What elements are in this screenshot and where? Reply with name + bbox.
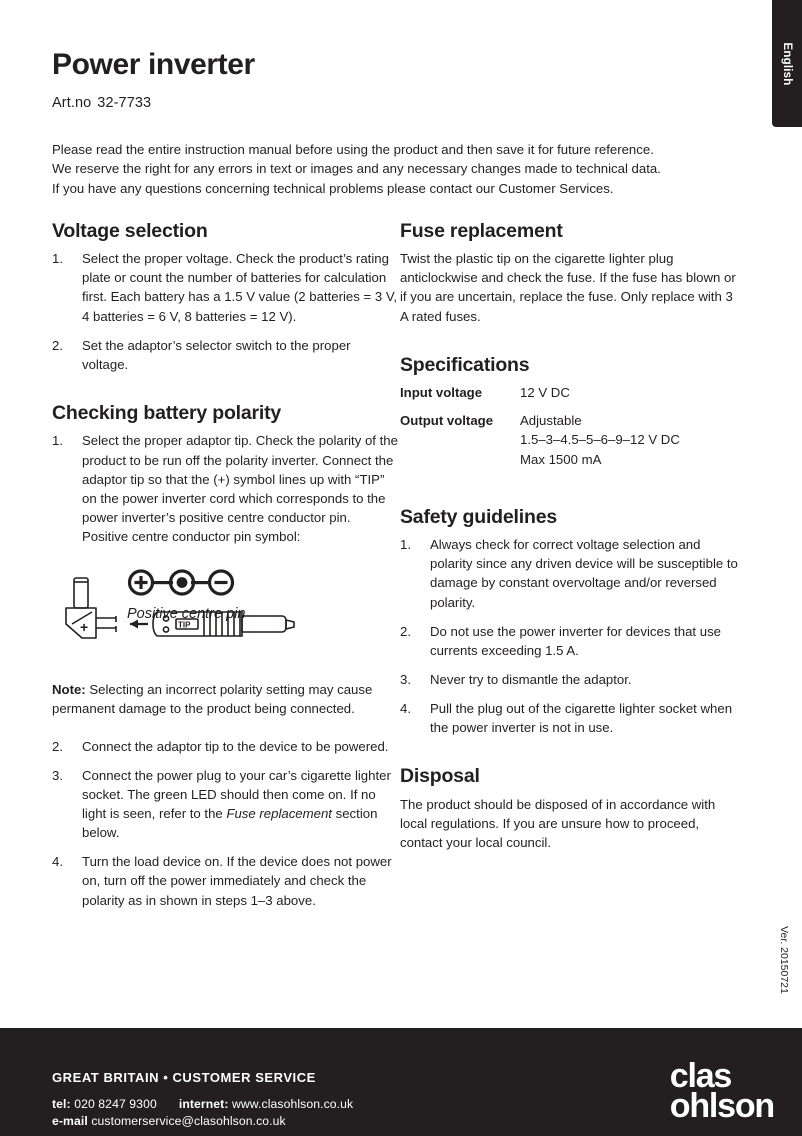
list-item bbox=[52, 431, 400, 546]
note-label: Note: bbox=[52, 682, 86, 698]
list-item-text: Do not use the power inverter for devices that use currents exceeding 1.5 A. bbox=[430, 623, 722, 658]
polarity-note bbox=[52, 680, 400, 718]
language-tab-label: English bbox=[781, 42, 793, 85]
intro-line-1: Please read the entire instruction manual before using the product and then save it for future reference. bbox=[52, 142, 654, 157]
list-item-number: 2. bbox=[52, 738, 63, 754]
list-item bbox=[52, 737, 400, 756]
version-label bbox=[774, 905, 794, 1015]
clas-ohlson-logo bbox=[669, 1057, 774, 1125]
list-item bbox=[400, 535, 742, 612]
list-item-text-b: section below. bbox=[82, 805, 378, 841]
diagram-svg bbox=[52, 562, 382, 662]
fuse-replacement-text: Twist the plastic tip on the cigarette lighter plug anticlockwise and check the fuse. If the fuse has blown or if you are uncertain, replace the fuse. Only replace with 3 A rated fuses. bbox=[400, 251, 736, 324]
safety-guidelines-list bbox=[400, 535, 742, 737]
polarity-symbol-icon bbox=[130, 571, 233, 594]
footer-internet-label: internet: bbox=[178, 1097, 229, 1111]
positive-centre-pin-diagram bbox=[52, 562, 382, 662]
page-title: Power inverter bbox=[52, 48, 255, 81]
list-item-number: 1. bbox=[52, 433, 63, 449]
section-heading-fuse-replacement: Fuse replacement bbox=[400, 219, 563, 242]
section-heading-safety-guidelines: Safety guidelines bbox=[400, 505, 557, 528]
specifications-table bbox=[400, 383, 742, 478]
footer-contact-block bbox=[52, 1070, 353, 1131]
adaptor-tip-icon bbox=[66, 578, 116, 638]
spec-value bbox=[516, 411, 742, 477]
list-item-text: Never try to dismantle the adaptor. bbox=[430, 671, 632, 687]
spec-value-line: Max 1500 mA bbox=[520, 451, 602, 467]
page-footer bbox=[0, 1028, 802, 1136]
list-item bbox=[400, 670, 742, 689]
intro-paragraph bbox=[52, 140, 742, 198]
list-item bbox=[52, 852, 400, 909]
adaptor-plus-label: + bbox=[80, 619, 89, 636]
battery-polarity-list-part1 bbox=[52, 431, 400, 546]
table-row bbox=[400, 411, 742, 477]
list-item bbox=[52, 336, 400, 374]
footer-heading: GREAT BRITAIN • CUSTOMER SERVICE bbox=[52, 1070, 316, 1085]
article-number-value: 32-7733 bbox=[97, 95, 152, 111]
footer-telephone-value: 020 8247 9300 bbox=[74, 1097, 157, 1111]
spec-key: Output voltage bbox=[400, 413, 494, 429]
intro-line-3: If you have any questions concerning technical problems please contact our Customer Services. bbox=[52, 180, 614, 196]
footer-telephone-label: tel: bbox=[52, 1097, 71, 1111]
list-item-text: Select the proper adaptor tip. Check the polarity of the product to be run off the polarity inverter. Connect the adaptor tip so that the (+) symbol lines up with “TIP” on the power inverter cord which corresponds to the power inverter’s positive centre conductor pin. bbox=[82, 433, 398, 525]
language-tab bbox=[772, 0, 802, 127]
footer-internet[interactable] bbox=[179, 1097, 353, 1111]
list-item-text: Select the proper voltage. Check the product’s rating plate or count the number of batteries for calculation first. Each battery has a 1.5 V value (2 batteries = 3 V, 4 batteries = 6 V, 8 batteries = 12 V). bbox=[82, 251, 398, 324]
footer-email-value[interactable]: customerservice@clasohlson.co.uk bbox=[91, 1114, 286, 1129]
diagram-caption: Positive centre pin bbox=[127, 606, 246, 623]
note-text: Selecting an incorrect polarity setting may cause permanent damage to the product being connected. bbox=[52, 682, 373, 717]
footer-line-contact bbox=[52, 1096, 353, 1113]
list-item bbox=[52, 249, 400, 326]
footer-email-label: e-mail bbox=[52, 1114, 88, 1129]
list-item bbox=[52, 766, 400, 843]
spec-value-line: Adjustable bbox=[520, 413, 582, 429]
article-number bbox=[52, 95, 742, 111]
list-item-text: Connect the adaptor tip to the device to be powered. bbox=[82, 738, 389, 754]
spec-key: Input voltage bbox=[400, 385, 483, 401]
section-heading-disposal: Disposal bbox=[400, 765, 480, 788]
logo-line-1: clas bbox=[669, 1057, 732, 1095]
article-number-label: Art.no bbox=[52, 95, 92, 111]
battery-polarity-list-part2 bbox=[52, 737, 400, 910]
list-item-number: 2. bbox=[52, 337, 63, 353]
right-column bbox=[400, 220, 742, 910]
list-item-text: Pull the plug out of the cigarette lighter socket when the power inverter is not in use. bbox=[430, 701, 733, 736]
list-item-number: 4. bbox=[52, 854, 63, 870]
list-item-text: Set the adaptor’s selector switch to the proper voltage. bbox=[82, 337, 351, 372]
footer-telephone bbox=[52, 1097, 157, 1111]
spec-value-line: 12 V DC bbox=[520, 385, 570, 401]
list-item-number: 3. bbox=[400, 671, 411, 687]
list-item-text: Always check for correct voltage selection and polarity since any driven device will be susceptible to damage by constant overvoltage and/or reversed polarity. bbox=[430, 537, 738, 610]
disposal-text: The product should be disposed of in accordance with local regulations. If you are unsure how to proceed, contact your local council. bbox=[400, 796, 716, 851]
list-item bbox=[400, 622, 742, 660]
list-item-number: 2. bbox=[400, 623, 411, 639]
plug-tip-label: TIP bbox=[178, 620, 191, 630]
version-text: Ver. 20150721 bbox=[778, 926, 790, 994]
list-item-number: 4. bbox=[400, 701, 411, 717]
spec-value-line: 1.5–3–4.5–5–6–9–12 V DC bbox=[520, 432, 680, 448]
list-item-text-a: Connect the power plug to your car’s cigarette lighter socket. The green LED should then come on. If no light is seen, refer to the bbox=[82, 767, 391, 821]
footer-internet-value[interactable]: www.clasohlson.co.uk bbox=[231, 1097, 354, 1111]
page-content bbox=[52, 0, 742, 910]
body-columns bbox=[52, 220, 742, 910]
logo-line-2: ohlson bbox=[669, 1086, 774, 1125]
voltage-selection-list bbox=[52, 249, 400, 374]
left-column bbox=[52, 220, 400, 910]
table-row bbox=[400, 383, 742, 411]
list-item-text-secondary: Positive centre conductor pin symbol: bbox=[82, 529, 301, 545]
footer-line-email bbox=[52, 1113, 353, 1130]
spec-value bbox=[516, 383, 742, 411]
section-heading-battery-polarity: Checking battery polarity bbox=[52, 402, 282, 425]
list-item-number: 1. bbox=[52, 251, 63, 267]
list-item-number: 3. bbox=[52, 767, 63, 783]
list-item bbox=[400, 699, 742, 737]
intro-line-2: We reserve the right for any errors in text or images and any necessary changes made to technical data. bbox=[52, 161, 661, 177]
list-item-text-italic: Fuse replacement bbox=[226, 805, 332, 821]
list-item-text: Turn the load device on. If the device does not power on, turn off the power immediately and check the polarity as in shown in steps 1–3 above. bbox=[82, 854, 392, 908]
section-heading-voltage-selection: Voltage selection bbox=[52, 219, 208, 242]
section-heading-specifications: Specifications bbox=[400, 353, 530, 376]
list-item-number: 1. bbox=[400, 537, 411, 553]
